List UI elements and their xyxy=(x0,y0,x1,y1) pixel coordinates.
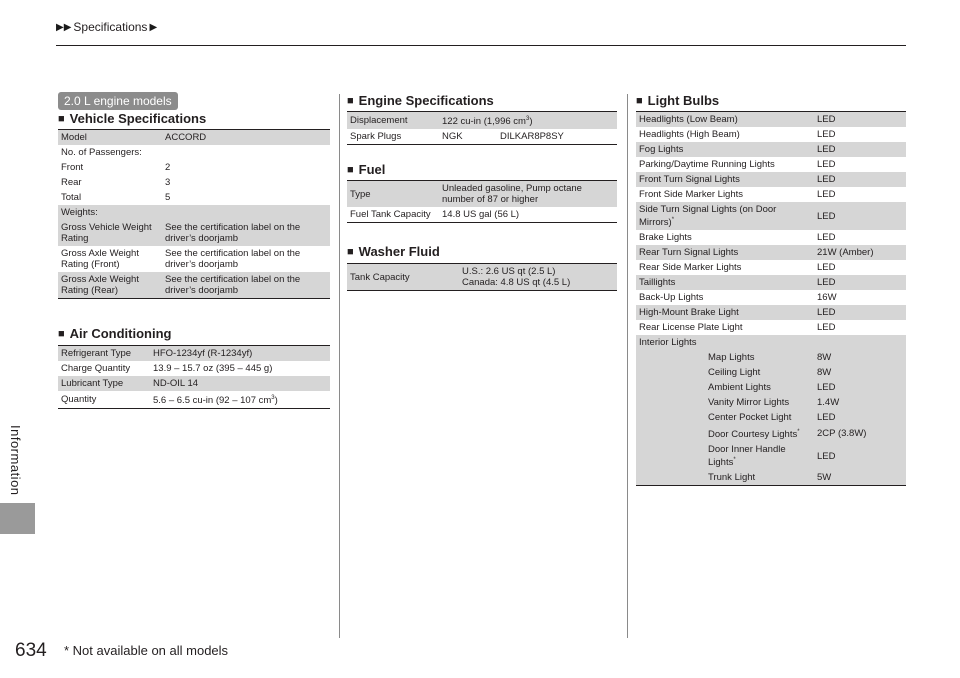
row-label: Gross Axle Weight Rating (Front) xyxy=(61,248,139,270)
square-bullet-icon: ■ xyxy=(58,112,65,125)
row-label: Headlights (Low Beam) xyxy=(636,112,814,128)
row-label: Refrigerant Type xyxy=(58,346,150,362)
double-arrow-icon: ▶▶ xyxy=(56,21,72,33)
row-value xyxy=(162,205,330,220)
table-row xyxy=(636,245,906,260)
row-value: LED xyxy=(814,410,906,425)
table-row xyxy=(636,335,906,350)
engine-badge: 2.0 L engine models xyxy=(58,92,178,110)
row-value: 13.9 – 15.7 oz (395 – 445 g) xyxy=(153,363,273,374)
section-title-text: Vehicle Specifications xyxy=(69,111,207,126)
table-row xyxy=(636,350,906,365)
table-row xyxy=(636,425,906,442)
row-label: Center Pocket Light xyxy=(636,410,814,425)
row-label: Rear Side Marker Lights xyxy=(639,262,742,274)
section-title-text: Engine Specifications xyxy=(358,93,494,108)
row-label: Vanity Mirror Lights xyxy=(636,395,814,410)
row-value: 14.8 US gal (56 L) xyxy=(442,209,520,220)
row-label: No. of Passengers: xyxy=(61,147,142,158)
row-label: High-Mount Brake Light xyxy=(636,305,814,320)
table-row xyxy=(347,181,617,208)
row-value: See the certification label on the driver’s doorjamb xyxy=(162,272,330,299)
table-row xyxy=(636,320,906,335)
square-bullet-icon: ■ xyxy=(347,163,354,176)
row-label: Door Courtesy Lights* xyxy=(636,425,814,442)
table-row xyxy=(347,112,617,130)
table-row xyxy=(636,127,906,142)
vehicle-spec-table xyxy=(58,129,330,299)
row-label: Fuel Tank Capacity xyxy=(350,209,431,220)
row-label: Gross Axle Weight Rating (Rear) xyxy=(58,272,162,299)
row-label: Back-Up Lights xyxy=(639,292,704,304)
table-row xyxy=(636,290,906,305)
section-title-text: Light Bulbs xyxy=(647,93,720,108)
section-title-text: Washer Fluid xyxy=(358,244,440,259)
table-row xyxy=(636,202,906,230)
table-row xyxy=(58,361,330,376)
row-label: Type xyxy=(347,181,439,208)
footnote: * Not available on all models xyxy=(64,643,229,658)
square-bullet-icon: ■ xyxy=(347,245,354,258)
table-row xyxy=(636,275,906,290)
row-label: Headlights (High Beam) xyxy=(639,129,740,140)
row-label: Charge Quantity xyxy=(61,363,131,374)
table-row xyxy=(636,380,906,395)
row-value: 21W (Amber) xyxy=(814,245,906,260)
row-label: Gross Vehicle Weight Rating xyxy=(58,220,162,246)
row-value: NGK DILKAR8P8SY xyxy=(442,131,564,143)
row-value: HFO-1234yf (R-1234yf) xyxy=(150,346,330,362)
row-value: LED xyxy=(817,159,836,170)
row-value: 16W xyxy=(817,292,837,304)
row-label: Rear xyxy=(61,177,82,188)
row-label: Side Turn Signal Lights (on Door Mirrors)* xyxy=(636,202,814,230)
row-value: LED xyxy=(814,305,906,320)
table-row xyxy=(58,190,330,205)
row-value: 5W xyxy=(814,470,906,486)
row-value: 8W xyxy=(814,350,906,365)
row-label: Tank Capacity xyxy=(347,264,459,291)
row-value: LED xyxy=(814,275,906,290)
row-label: Interior Lights xyxy=(636,335,906,350)
row-label: Weights: xyxy=(58,205,162,220)
row-label: Trunk Light xyxy=(636,470,814,486)
section-title-text: Fuel xyxy=(358,162,386,177)
breadcrumb-label[interactable]: Specifications xyxy=(73,20,148,34)
row-label: Front Turn Signal Lights xyxy=(636,172,814,187)
row-value: 8W xyxy=(814,365,906,380)
table-row xyxy=(58,130,330,146)
table-row xyxy=(347,129,617,145)
table-row xyxy=(636,260,906,275)
ac-spec-table xyxy=(58,345,330,409)
row-label: Brake Lights xyxy=(639,232,692,244)
row-label: Displacement xyxy=(347,112,439,130)
sidebar-tab xyxy=(0,503,35,534)
row-label: Parking/Daytime Running Lights xyxy=(639,159,775,170)
row-value: LED xyxy=(814,380,906,395)
row-label: Ambient Lights xyxy=(636,380,814,395)
bulbs-spec-table xyxy=(636,111,906,486)
page-number: 634 xyxy=(15,640,47,661)
row-label: Door Inner Handle Lights* xyxy=(636,442,814,470)
table-row xyxy=(636,187,906,202)
row-value: LED xyxy=(817,322,836,334)
section-title-fuel xyxy=(347,162,385,177)
square-bullet-icon: ■ xyxy=(636,94,643,107)
row-label: Map Lights xyxy=(636,350,814,365)
table-row xyxy=(58,160,330,175)
row-value: LED xyxy=(814,442,906,470)
table-row xyxy=(636,442,906,470)
row-label: Rear Turn Signal Lights xyxy=(636,245,814,260)
header-divider xyxy=(56,45,906,46)
table-row xyxy=(636,157,906,172)
table-row xyxy=(636,365,906,380)
row-value: LED xyxy=(817,232,836,244)
row-label: Front Side Marker Lights xyxy=(639,189,744,200)
section-title-text: Air Conditioning xyxy=(69,326,172,341)
table-row xyxy=(347,207,617,223)
row-label: Taillights xyxy=(636,275,814,290)
table-row xyxy=(636,112,906,128)
row-value: 3 xyxy=(165,177,171,188)
row-label: Fog Lights xyxy=(636,142,814,157)
column-divider xyxy=(627,94,628,638)
table-row xyxy=(58,220,330,246)
square-bullet-icon: ■ xyxy=(58,327,65,340)
row-value xyxy=(162,145,330,160)
row-value: LED xyxy=(817,129,836,140)
row-label: Lubricant Type xyxy=(58,376,150,391)
row-label: Rear License Plate Light xyxy=(639,322,743,334)
fuel-spec-table xyxy=(347,180,617,223)
table-row xyxy=(636,395,906,410)
table-row xyxy=(58,346,330,362)
row-value: LED xyxy=(814,112,906,128)
row-label: Front xyxy=(61,162,84,173)
section-title-ac xyxy=(58,326,171,341)
table-row xyxy=(636,172,906,187)
table-row xyxy=(58,391,330,409)
row-value: LED xyxy=(814,172,906,187)
row-value: ACCORD xyxy=(162,130,330,146)
column-divider xyxy=(339,94,340,638)
row-value: LED xyxy=(814,142,906,157)
breadcrumb xyxy=(56,20,157,34)
row-value: LED xyxy=(817,189,836,200)
arrow-icon: ▶ xyxy=(149,21,158,33)
row-label: Total xyxy=(61,192,82,203)
row-value: Unleaded gasoline, Pump octane number of 87 or higher xyxy=(439,181,617,208)
square-bullet-icon: ■ xyxy=(347,94,354,107)
section-title-engine xyxy=(347,93,494,108)
row-value: 2CP (3.8W) xyxy=(814,425,906,442)
row-value: 5.6 – 6.5 cu-in (92 – 107 $cm^3$) xyxy=(153,395,278,407)
row-value: 5 xyxy=(165,192,171,203)
table-row xyxy=(58,376,330,391)
table-row xyxy=(58,205,330,220)
table-row xyxy=(636,230,906,245)
table-row xyxy=(636,305,906,320)
row-value: LED xyxy=(817,262,836,274)
section-title-vehicle xyxy=(58,111,206,126)
row-value: U.S.: 2.6 US qt (2.5 L) Canada: 4.8 US qt (4.5 L) xyxy=(459,264,617,291)
table-row xyxy=(347,264,617,291)
engine-spec-table xyxy=(347,111,617,145)
section-title-washer xyxy=(347,244,440,259)
sidebar-label: Information xyxy=(8,425,23,496)
row-value: 122 cu-in (1,996 $cm^3$) xyxy=(439,112,617,130)
table-row xyxy=(636,410,906,425)
table-row xyxy=(636,142,906,157)
row-label: Model xyxy=(58,130,162,146)
row-value: LED xyxy=(814,202,906,230)
row-value: See the certification label on the driver’s doorjamb xyxy=(165,248,301,270)
table-row xyxy=(58,175,330,190)
row-label: Quantity xyxy=(61,394,97,406)
table-row xyxy=(58,246,330,272)
washer-spec-table xyxy=(347,263,617,291)
row-value: See the certification label on the driver’s doorjamb xyxy=(162,220,330,246)
table-row xyxy=(58,145,330,160)
table-row xyxy=(636,470,906,486)
row-value: 1.4W xyxy=(814,395,906,410)
table-row xyxy=(58,272,330,299)
row-value: 2 xyxy=(165,162,171,173)
row-label: Ceiling Light xyxy=(636,365,814,380)
section-title-bulbs xyxy=(636,93,719,108)
row-value: ND-OIL 14 xyxy=(150,376,330,391)
row-label: Spark Plugs xyxy=(350,131,402,143)
